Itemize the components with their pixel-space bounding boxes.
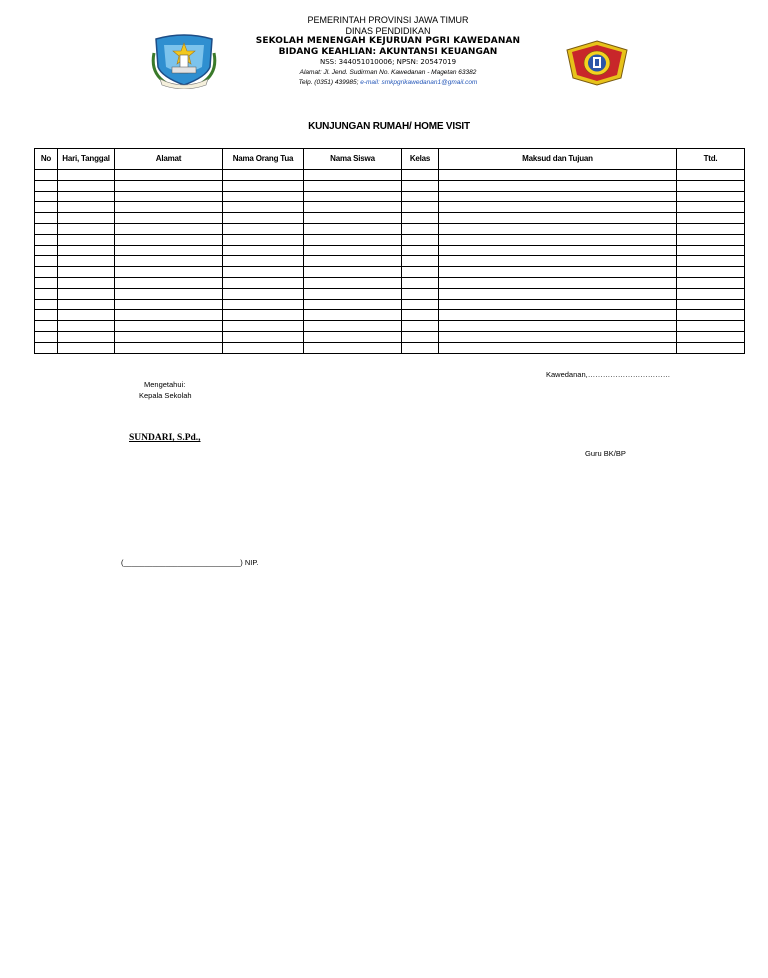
table-cell xyxy=(677,288,745,299)
table-cell xyxy=(223,310,304,321)
table-cell xyxy=(677,191,745,202)
table-cell xyxy=(58,256,115,267)
table-cell xyxy=(439,180,677,191)
government-name: PEMERINTAH PROVINSI JAWA TIMUR xyxy=(307,15,469,25)
table-cell xyxy=(402,256,439,267)
table-cell xyxy=(402,170,439,181)
province-emblem-logo xyxy=(150,33,218,89)
table-cell xyxy=(439,267,677,278)
table-cell xyxy=(35,310,58,321)
table-cell xyxy=(35,170,58,181)
table-cell xyxy=(115,277,223,288)
department-name: DINAS PENDIDIKAN xyxy=(345,25,431,36)
table-cell xyxy=(223,277,304,288)
table-cell xyxy=(677,223,745,234)
table-cell xyxy=(58,170,115,181)
table-cell xyxy=(304,299,402,310)
document-title: KUNJUNGAN RUMAH/ HOME VISIT xyxy=(308,121,470,132)
table-cell xyxy=(115,342,223,353)
table-cell xyxy=(223,202,304,213)
school-id-numbers: NSS: 344051010006; NPSN: 20547019 xyxy=(319,58,457,66)
table-cell xyxy=(677,256,745,267)
table-cell xyxy=(439,256,677,267)
table-row xyxy=(35,245,745,256)
table-row xyxy=(35,213,745,224)
school-name: SEKOLAH MENENGAH KEJURUAN PGRI KAWEDANAN xyxy=(255,36,521,46)
table-cell xyxy=(402,180,439,191)
table-cell xyxy=(115,234,223,245)
table-cell xyxy=(304,256,402,267)
table-cell xyxy=(304,213,402,224)
table-cell xyxy=(402,342,439,353)
table-cell xyxy=(58,310,115,321)
table-cell xyxy=(115,213,223,224)
nip-line: (____________________________) NIP. xyxy=(121,558,259,567)
table-cell xyxy=(677,245,745,256)
table-cell xyxy=(35,331,58,342)
table-cell xyxy=(115,180,223,191)
table-cell xyxy=(115,191,223,202)
table-cell xyxy=(304,331,402,342)
table-cell xyxy=(677,321,745,332)
table-cell xyxy=(677,267,745,278)
table-cell xyxy=(115,267,223,278)
table-cell xyxy=(304,277,402,288)
table-cell xyxy=(439,342,677,353)
table-cell xyxy=(439,331,677,342)
table-cell xyxy=(402,277,439,288)
table-row xyxy=(35,256,745,267)
table-cell xyxy=(304,191,402,202)
table-cell xyxy=(677,310,745,321)
table-row xyxy=(35,299,745,310)
table-row xyxy=(35,170,745,181)
column-header-student-name: Nama Siswa xyxy=(304,149,402,170)
table-header-row xyxy=(35,149,745,170)
table-cell xyxy=(58,202,115,213)
table-cell xyxy=(58,213,115,224)
table-cell xyxy=(35,223,58,234)
table-cell xyxy=(402,267,439,278)
table-cell xyxy=(35,202,58,213)
table-cell xyxy=(35,180,58,191)
table-cell xyxy=(115,288,223,299)
column-header-purpose: Maksud dan Tujuan xyxy=(439,149,677,170)
email-link[interactable]: e-mail: smkpgrikawedanan1@gmail.com xyxy=(360,79,478,86)
table-cell xyxy=(223,331,304,342)
table-cell xyxy=(35,321,58,332)
table-cell xyxy=(677,213,745,224)
table-cell xyxy=(223,223,304,234)
table-cell xyxy=(677,170,745,181)
table-cell xyxy=(58,267,115,278)
table-row xyxy=(35,191,745,202)
table-cell xyxy=(223,342,304,353)
table-row xyxy=(35,202,745,213)
table-cell xyxy=(402,213,439,224)
table-row xyxy=(35,321,745,332)
table-cell xyxy=(58,299,115,310)
table-cell xyxy=(677,342,745,353)
table-cell xyxy=(439,321,677,332)
table-cell xyxy=(58,277,115,288)
table-cell xyxy=(304,267,402,278)
table-cell xyxy=(223,180,304,191)
table-cell xyxy=(115,331,223,342)
table-cell xyxy=(439,191,677,202)
table-cell xyxy=(304,223,402,234)
table-cell xyxy=(439,245,677,256)
table-cell xyxy=(304,180,402,191)
table-row xyxy=(35,180,745,191)
table-cell xyxy=(58,288,115,299)
table-cell xyxy=(304,170,402,181)
table-cell xyxy=(677,331,745,342)
school-address: Alamat: Jl. Jend. Sudirman No. Kawedanan - Magetan 63382 xyxy=(299,68,477,76)
table-cell xyxy=(304,245,402,256)
column-header-no: No xyxy=(35,149,58,170)
table-cell xyxy=(115,223,223,234)
principal-title: Kepala Sekolah xyxy=(139,391,192,400)
column-header-address: Alamat xyxy=(115,149,223,170)
table-cell xyxy=(115,245,223,256)
column-header-parent-name: Nama Orang Tua xyxy=(223,149,304,170)
table-cell xyxy=(223,191,304,202)
table-cell xyxy=(223,170,304,181)
table-cell xyxy=(223,234,304,245)
counselor-title: Guru BK/BP xyxy=(585,449,626,458)
table-cell xyxy=(677,234,745,245)
table-cell xyxy=(223,321,304,332)
table-cell xyxy=(35,342,58,353)
contact-line xyxy=(230,78,546,89)
table-cell xyxy=(402,202,439,213)
table-cell xyxy=(439,299,677,310)
table-cell xyxy=(35,267,58,278)
table-cell xyxy=(402,223,439,234)
place-date-line: Kawedanan,…………………………… xyxy=(546,370,671,379)
knowing-label: Mengetahui: xyxy=(144,380,186,389)
table-cell xyxy=(58,191,115,202)
table-row xyxy=(35,288,745,299)
table-cell xyxy=(402,288,439,299)
table-cell xyxy=(402,234,439,245)
phone-number: Telp. (0351) 439985; xyxy=(298,79,361,86)
pgri-school-logo xyxy=(565,40,629,86)
table-row xyxy=(35,223,745,234)
table-cell xyxy=(58,234,115,245)
table-cell xyxy=(58,223,115,234)
table-cell xyxy=(115,310,223,321)
table-row xyxy=(35,267,745,278)
table-cell xyxy=(115,202,223,213)
table-cell xyxy=(402,321,439,332)
table-cell xyxy=(402,310,439,321)
table-row xyxy=(35,277,745,288)
table-cell xyxy=(304,321,402,332)
principal-name: SUNDARI, S.Pd., xyxy=(129,433,201,443)
table-cell xyxy=(402,245,439,256)
column-header-date: Hari, Tanggal xyxy=(58,149,115,170)
home-visit-table xyxy=(34,148,745,354)
table-cell xyxy=(304,202,402,213)
table-cell xyxy=(35,288,58,299)
table-row xyxy=(35,310,745,321)
table-cell xyxy=(223,256,304,267)
table-cell xyxy=(58,331,115,342)
table-cell xyxy=(58,342,115,353)
table-cell xyxy=(223,288,304,299)
table-cell xyxy=(439,170,677,181)
table-cell xyxy=(439,288,677,299)
table-cell xyxy=(35,245,58,256)
table-cell xyxy=(402,299,439,310)
table-cell xyxy=(677,180,745,191)
table-cell xyxy=(439,202,677,213)
table-cell xyxy=(35,277,58,288)
table-cell xyxy=(439,223,677,234)
table-cell xyxy=(223,213,304,224)
table-cell xyxy=(223,267,304,278)
table-cell xyxy=(304,310,402,321)
field-of-expertise: BIDANG KEAHLIAN: AKUNTANSI KEUANGAN xyxy=(278,46,498,57)
table-cell xyxy=(115,299,223,310)
table-cell xyxy=(35,234,58,245)
table-cell xyxy=(439,277,677,288)
table-cell xyxy=(402,331,439,342)
table-cell xyxy=(304,288,402,299)
table-row xyxy=(35,342,745,353)
table-cell xyxy=(58,180,115,191)
table-cell xyxy=(35,256,58,267)
table-cell xyxy=(58,321,115,332)
table-cell xyxy=(677,299,745,310)
table-cell xyxy=(35,299,58,310)
table-cell xyxy=(35,191,58,202)
table-cell xyxy=(115,321,223,332)
table-cell xyxy=(223,299,304,310)
table-cell xyxy=(223,245,304,256)
table-cell xyxy=(304,234,402,245)
table-cell xyxy=(439,310,677,321)
table-cell xyxy=(439,213,677,224)
column-header-signature: Ttd. xyxy=(677,149,745,170)
table-cell xyxy=(58,245,115,256)
table-cell xyxy=(35,213,58,224)
table-cell xyxy=(115,170,223,181)
table-cell xyxy=(677,202,745,213)
table-cell xyxy=(115,256,223,267)
table-cell xyxy=(439,234,677,245)
column-header-class: Kelas xyxy=(402,149,439,170)
table-cell xyxy=(402,191,439,202)
table-row xyxy=(35,234,745,245)
table-row xyxy=(35,331,745,342)
table-cell xyxy=(677,277,745,288)
table-cell xyxy=(304,342,402,353)
